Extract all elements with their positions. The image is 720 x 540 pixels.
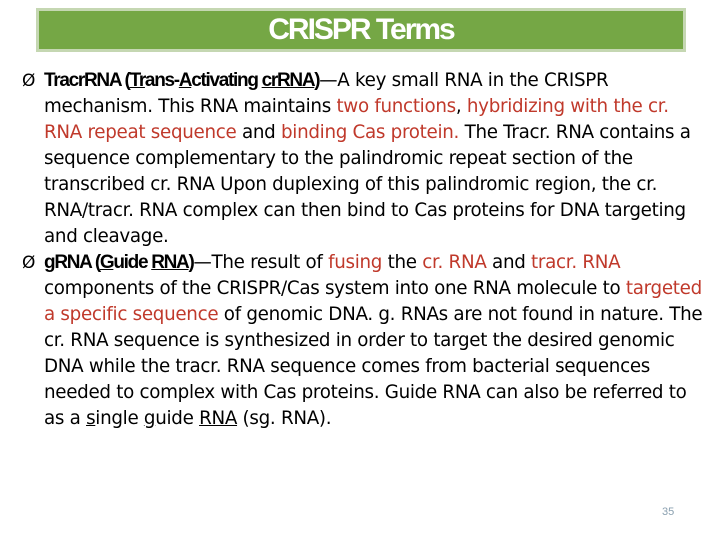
bullet-grna: Ø gRNA (Guide RNA)—The result of fusing the cr. RNA and tracr. RNA components of the CRISPR/Cas system into one RNA molecule to targeted a specific sequence of genomic DNA. g. RNAs are not found in nature. The cr. RNA sequence is synthesized in order to target the desired genomic DNA while the tracr. RNA sequence comes from bacterial sequences needed to complex with Cas proteins. Guide RNA can also be referred to as a single guide RNA (sg. RNA). [22, 252, 703, 429]
term-grna: gRNA (Guide RNA) [44, 252, 194, 273]
title-bar [36, 8, 686, 52]
highlight-text: targeted a specific sequence [44, 278, 702, 325]
term-tracrrna: TracrRNA (Trans-Activating crRNA) [44, 70, 320, 91]
definition-text: A key small RNA in the CRISPR mechanism. This RNA maintains [44, 70, 609, 117]
definition-text: The Tracr. RNA contains a sequence complementary to the palindromic repeat section of the transcribed cr. RNA Upon duplexing of this palindromic region, the cr. RNA/tracr. RNA complex can then bind to Cas proteins for DNA targeting and cleavage. [44, 122, 691, 247]
highlight-text: hybridizing with the cr. RNA repeat sequence [44, 96, 669, 143]
arrow-bullet-icon: Ø [22, 253, 36, 273]
highlight-text: tracr. RNA [531, 252, 621, 273]
arrow-bullet-icon: Ø [22, 71, 36, 91]
term-dash: — [193, 252, 212, 273]
bullet-list [22, 68, 706, 432]
definition-text: The result of [211, 252, 329, 273]
term-dash: — [319, 70, 338, 91]
page-number: 35 [662, 506, 675, 518]
highlight-text: fusing [328, 252, 383, 273]
highlight-text: binding Cas protein. [281, 122, 460, 143]
highlight-text: two functions [336, 96, 456, 117]
bullet-tracrrna: Ø TracrRNA (Trans-Activating crRNA)—A key small RNA in the CRISPR mechanism. This RNA maintains two functions, hybridizing with the cr. RNA repeat sequence and binding Cas protein. The Tracr. RNA contains a sequence complementary to the palindromic repeat section of the transcribed cr. RNA Upon duplexing of this palindromic region, the cr. RNA/tracr. RNA complex can then bind to Cas proteins for DNA targeting and cleavage. [22, 70, 691, 247]
highlight-text: cr. RNA [422, 252, 487, 273]
slide-title: CRISPR Terms [268, 13, 454, 46]
